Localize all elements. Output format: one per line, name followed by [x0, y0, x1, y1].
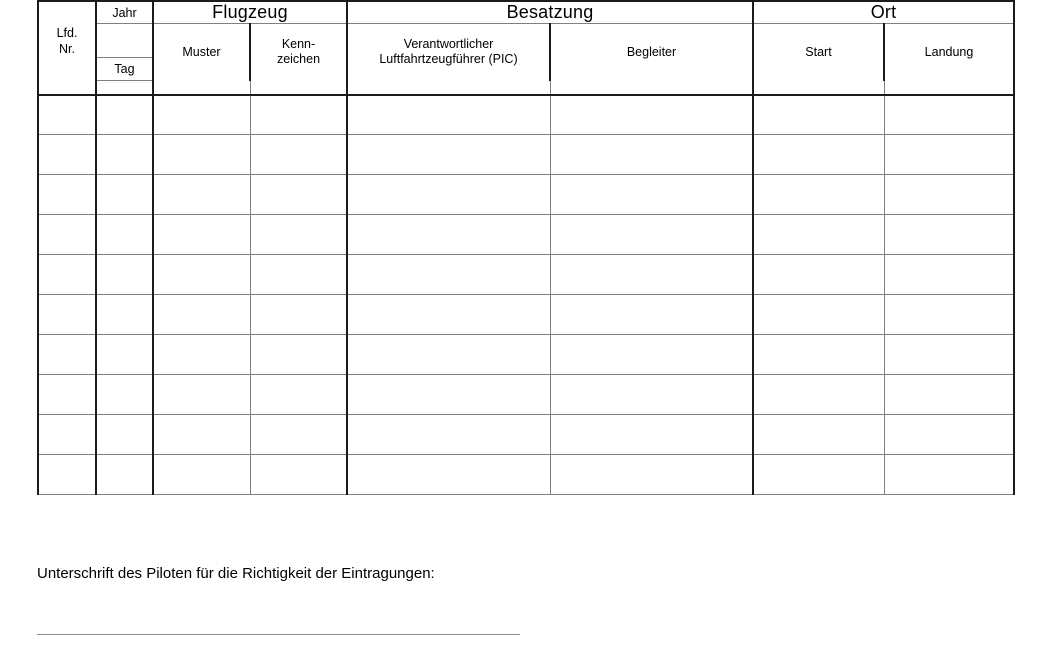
cell-start[interactable]	[753, 135, 884, 175]
cell-kennzeichen[interactable]	[250, 135, 347, 175]
cell-begleiter[interactable]	[550, 375, 753, 415]
cell-tag[interactable]	[96, 295, 153, 335]
cell-lfd-nr[interactable]	[38, 375, 96, 415]
header-bottom-rule	[38, 81, 1014, 95]
cell-begleiter[interactable]	[550, 175, 753, 215]
cell-pic[interactable]	[347, 455, 550, 495]
cell-muster[interactable]	[153, 455, 250, 495]
cell-begleiter[interactable]	[550, 455, 753, 495]
cell-muster[interactable]	[153, 295, 250, 335]
cell-muster[interactable]	[153, 215, 250, 255]
header-lfd-nr-line1: Lfd.	[56, 26, 78, 41]
cell-landung[interactable]	[884, 255, 1014, 295]
cell-lfd-nr[interactable]	[38, 455, 96, 495]
header-pic-line1: Verantwortlicher	[403, 37, 494, 52]
cell-tag[interactable]	[96, 215, 153, 255]
cell-tag[interactable]	[96, 375, 153, 415]
cell-tag[interactable]	[96, 455, 153, 495]
header-row-jahr-blank	[38, 24, 1014, 58]
cell-pic[interactable]	[347, 215, 550, 255]
cell-pic[interactable]	[347, 135, 550, 175]
cell-landung[interactable]	[884, 95, 1014, 135]
header-muster: Muster	[153, 24, 250, 81]
cell-start[interactable]	[753, 455, 884, 495]
cell-landung[interactable]	[884, 415, 1014, 455]
cell-lfd-nr[interactable]	[38, 175, 96, 215]
cell-pic[interactable]	[347, 175, 550, 215]
cell-lfd-nr[interactable]	[38, 95, 96, 135]
cell-kennzeichen[interactable]	[250, 295, 347, 335]
cell-kennzeichen[interactable]	[250, 215, 347, 255]
cell-begleiter[interactable]	[550, 95, 753, 135]
cell-muster[interactable]	[153, 95, 250, 135]
header-pic	[347, 24, 550, 81]
cell-start[interactable]	[753, 375, 884, 415]
header-begleiter: Begleiter	[550, 24, 753, 81]
rule-muster	[153, 81, 250, 95]
header-jahr: Jahr	[96, 1, 153, 24]
cell-landung[interactable]	[884, 335, 1014, 375]
table-row	[38, 415, 1014, 455]
rule-pic	[347, 81, 550, 95]
header-start: Start	[753, 24, 884, 81]
cell-begleiter[interactable]	[550, 335, 753, 375]
cell-pic[interactable]	[347, 95, 550, 135]
header-lfd-nr	[38, 1, 96, 81]
cell-lfd-nr[interactable]	[38, 215, 96, 255]
flight-log-table	[37, 0, 1015, 495]
cell-start[interactable]	[753, 295, 884, 335]
table-row	[38, 335, 1014, 375]
table-row	[38, 295, 1014, 335]
header-tag: Tag	[96, 58, 153, 81]
cell-pic[interactable]	[347, 415, 550, 455]
cell-muster[interactable]	[153, 375, 250, 415]
rule-landung	[884, 81, 1014, 95]
cell-muster[interactable]	[153, 415, 250, 455]
header-ort: Ort	[753, 1, 1014, 24]
cell-muster[interactable]	[153, 135, 250, 175]
cell-landung[interactable]	[884, 175, 1014, 215]
cell-kennzeichen[interactable]	[250, 255, 347, 295]
cell-kennzeichen[interactable]	[250, 415, 347, 455]
cell-landung[interactable]	[884, 135, 1014, 175]
cell-start[interactable]	[753, 415, 884, 455]
cell-tag[interactable]	[96, 335, 153, 375]
header-jahr-value-cell[interactable]	[96, 24, 153, 58]
rule-begleiter	[550, 81, 753, 95]
cell-lfd-nr[interactable]	[38, 335, 96, 375]
cell-tag[interactable]	[96, 95, 153, 135]
cell-landung[interactable]	[884, 215, 1014, 255]
header-flugzeug: Flugzeug	[153, 1, 347, 24]
header-row-groups	[38, 1, 1014, 24]
cell-pic[interactable]	[347, 375, 550, 415]
cell-start[interactable]	[753, 335, 884, 375]
cell-begleiter[interactable]	[550, 135, 753, 175]
table-row	[38, 375, 1014, 415]
cell-start[interactable]	[753, 255, 884, 295]
cell-begleiter[interactable]	[550, 295, 753, 335]
cell-start[interactable]	[753, 175, 884, 215]
header-lfd-nr-line2: Nr.	[59, 42, 75, 57]
rule-start	[753, 81, 884, 95]
cell-tag[interactable]	[96, 175, 153, 215]
cell-tag[interactable]	[96, 255, 153, 295]
rule-kennzeichen	[250, 81, 347, 95]
cell-lfd-nr[interactable]	[38, 135, 96, 175]
cell-landung[interactable]	[884, 375, 1014, 415]
cell-tag[interactable]	[96, 135, 153, 175]
cell-kennzeichen[interactable]	[250, 175, 347, 215]
cell-lfd-nr[interactable]	[38, 255, 96, 295]
cell-begleiter[interactable]	[550, 415, 753, 455]
header-landung: Landung	[884, 24, 1014, 81]
cell-begleiter[interactable]	[550, 255, 753, 295]
header-besatzung: Besatzung	[347, 1, 753, 24]
cell-tag[interactable]	[96, 415, 153, 455]
cell-landung[interactable]	[884, 295, 1014, 335]
rule-tag	[96, 81, 153, 95]
cell-kennzeichen[interactable]	[250, 335, 347, 375]
cell-muster[interactable]	[153, 255, 250, 295]
cell-muster[interactable]	[153, 175, 250, 215]
cell-kennzeichen[interactable]	[250, 375, 347, 415]
header-kennzeichen	[250, 24, 347, 81]
cell-start[interactable]	[753, 95, 884, 135]
table-row	[38, 255, 1014, 295]
cell-pic[interactable]	[347, 255, 550, 295]
cell-pic[interactable]	[347, 295, 550, 335]
cell-landung[interactable]	[884, 455, 1014, 495]
table-row	[38, 175, 1014, 215]
header-pic-line2: Luftfahrtzeugführer (PIC)	[379, 52, 518, 67]
cell-kennzeichen[interactable]	[250, 95, 347, 135]
cell-pic[interactable]	[347, 335, 550, 375]
cell-lfd-nr[interactable]	[38, 415, 96, 455]
header-kennzeichen-line1: Kenn-	[281, 37, 316, 52]
table-row	[38, 135, 1014, 175]
cell-start[interactable]	[753, 215, 884, 255]
cell-lfd-nr[interactable]	[38, 295, 96, 335]
table-row	[38, 95, 1014, 135]
signature-line[interactable]	[37, 634, 520, 635]
cell-kennzeichen[interactable]	[250, 455, 347, 495]
table-row	[38, 215, 1014, 255]
cell-muster[interactable]	[153, 335, 250, 375]
cell-begleiter[interactable]	[550, 215, 753, 255]
table-row	[38, 455, 1014, 495]
header-kennzeichen-line2: zeichen	[276, 52, 321, 67]
signature-label: Unterschrift des Piloten für die Richtigkeit der Eintragungen:	[37, 565, 435, 582]
rule-lfd	[38, 81, 96, 95]
